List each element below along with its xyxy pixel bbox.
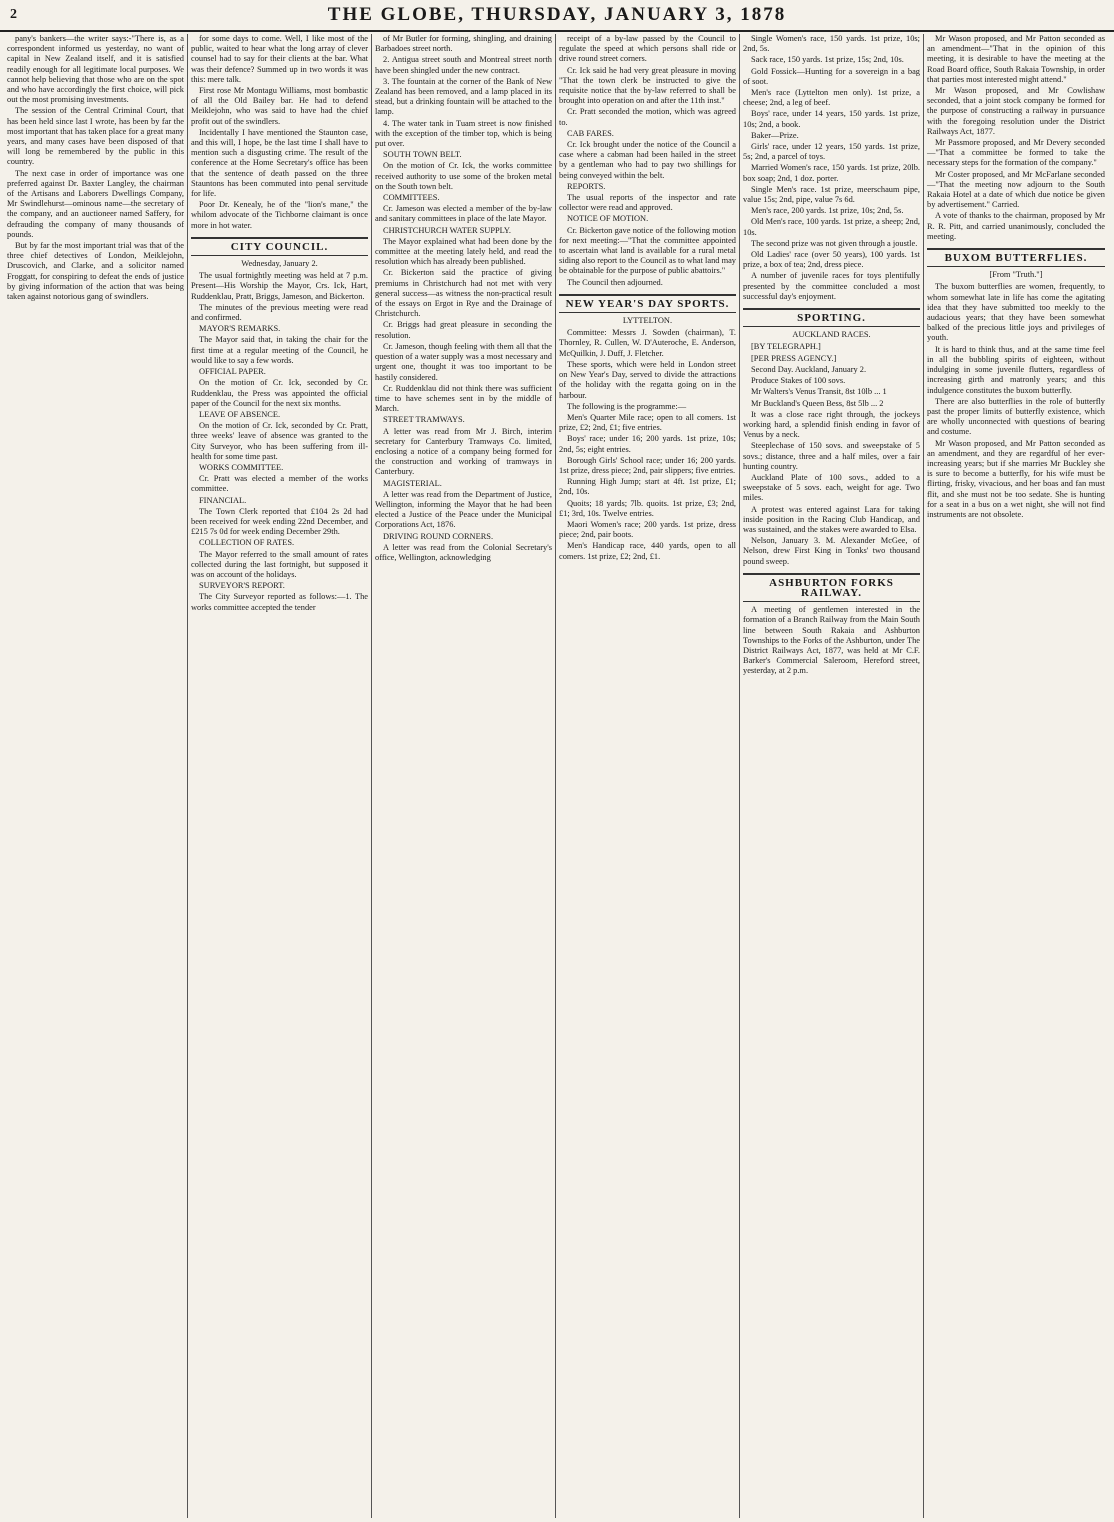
article-paragraph: SURVEYOR'S REPORT. xyxy=(199,581,285,591)
article-paragraph: 3. The fountain at the corner of the Bank of New Zealand has been removed, and a lamp placed in its stead, but a drinking fountain will be attached to the lamp. xyxy=(375,76,552,117)
article-paragraph: But by far the most important trial was that of the three chief detectives of London, Meiklejohn, Druscovich, and Clarke, and a solicitor named Froggatt, for conspiring to defeat the ends of justice by giving information of the action that was being taken against notorious gang of swindlers. xyxy=(7,241,184,302)
article-paragraph: A letter was read from the Colonial Secretary's office, Wellington, acknowledging xyxy=(375,542,552,562)
article-paragraph: COMMITTEES. xyxy=(383,193,440,203)
section-heading: ASHBURTON FORKS RAILWAY. xyxy=(743,573,920,602)
article-paragraph: Married Women's race, 150 yards. 1st prize, 20lb. box soap; 2nd, 1 doz. porter. xyxy=(743,163,920,183)
article-column xyxy=(372,34,556,1518)
article-paragraph: Poor Dr. Kenealy, he of the "lion's mane," the whilom advocate of the Tichborne claimant is once more in hot water. xyxy=(191,200,368,230)
article-paragraph: The usual fortnightly meeting was held at 7 p.m. Present—His Worship the Mayor, Crs. Ick, Hart, Ruddenklau, Pratt, Briggs, Jameson, and Bickerton. xyxy=(191,271,368,301)
article-paragraph: A letter was read from Mr J. Birch, interim secretary for Canterbury Tramways Co. limited, enclosing a notice of a company being formed for the construction and working of tramways in Canterbury. xyxy=(375,426,552,477)
article-paragraph: Cr. Bickerton gave notice of the following motion for next meeting:—"That the committee appointed to ascertain what land is available for a rural metal siding also report to the Council as to what land may be obtainable for the purpose of public abattoirs." xyxy=(559,225,736,276)
article-paragraph: These sports, which were held in London street on New Year's Day, served to divide the attractions of the holiday with the regatta going on in the harbour. xyxy=(559,359,736,400)
article-paragraph: [BY TELEGRAPH.] xyxy=(751,342,821,352)
article-paragraph: The buxom butterflies are women, frequently, to whom somewhat late in life has come the agitating idea that they have submitted too meekly to the audacious years; that they have been somewhat balked of the precious little joys and privileges of youth. xyxy=(927,282,1105,343)
article-paragraph: Cr. Jameson, though feeling with them all that the question of a water supply was a most necessary and urgent one, thought it was too important to be hastily considered. xyxy=(375,341,552,382)
article-paragraph: FINANCIAL. xyxy=(199,495,247,505)
article-paragraph: Men's Handicap race, 440 yards, open to all comers. 1st prize, £2; 2nd, £1. xyxy=(559,541,736,561)
article-paragraph: A number of juvenile races for toys plentifully presented by the committee concluded a most successful day's enjoyment. xyxy=(743,271,920,301)
article-paragraph: SOUTH TOWN BELT. xyxy=(383,150,462,160)
article-paragraph: Mr Wason proposed, and Mr Cowlishaw seconded, that a joint stock company be formed for the purpose of constructing a railway in pursuance with the foregoing resolution under the District Railways Act, 1877. xyxy=(927,86,1105,136)
article-paragraph: MAYOR'S REMARKS. xyxy=(199,324,281,334)
article-paragraph: Running High Jump; start at 4ft. 1st prize, £1; 2nd, 10s. xyxy=(559,477,736,497)
article-paragraph: LEAVE OF ABSENCE. xyxy=(199,409,281,419)
article-paragraph: Gold Fossick—Hunting for a sovereign in a bag of soot. xyxy=(743,66,920,86)
article-paragraph: Cr. Jameson was elected a member of the by-law and sanitary committees in place of the late Mayor. xyxy=(375,204,552,224)
article-paragraph: Second Day. Auckland, January 2. xyxy=(751,364,867,374)
article-paragraph: of Mr Butler for forming, shingling, and draining Barbadoes street north. xyxy=(375,34,552,54)
article-paragraph: There are also butterflies in the role of butterfly past the proper limits of butterfly existence, which are wholly unconnected with questions of bearing and costume. xyxy=(927,396,1105,437)
article-paragraph: Cr. Pratt was elected a member of the works committee. xyxy=(191,474,368,494)
article-column xyxy=(556,34,740,1518)
article-paragraph: Cr. Pratt seconded the motion, which was agreed to. xyxy=(559,107,736,127)
section-subheading: [From "Truth."] xyxy=(989,270,1043,280)
section-heading: NEW YEAR'S DAY SPORTS. xyxy=(559,294,736,313)
article-paragraph: Quoits; 18 yards; 7lb. quoits. 1st prize, £3; 2nd, £1; 3rd, 10s. Twelve entries. xyxy=(559,498,736,518)
article-paragraph: A vote of thanks to the chairman, proposed by Mr R. R. Pitt, and carried unanimously, concluded the meeting. xyxy=(927,211,1105,241)
article-paragraph: Single Women's race, 150 yards. 1st prize, 10s; 2nd, 5s. xyxy=(743,34,920,54)
article-paragraph: The Town Clerk reported that £104 2s 2d had been received for week ending 22nd December, and £215 7s 0d for week ending December 29th. xyxy=(191,506,368,537)
article-paragraph: 2. Antigua street south and Montreal street north have been shingled under the new contract. xyxy=(375,55,552,75)
article-paragraph: The usual reports of the inspector and rate collector were read and approved. xyxy=(559,193,736,213)
article-paragraph: The second prize was not given through a joustle. xyxy=(751,238,918,248)
article-paragraph: Borough Girls' School race; under 16; 200 yards. 1st prize, dress piece; 2nd, pair slippers; five entries. xyxy=(559,455,736,475)
article-paragraph: pany's bankers—the writer says:-"There is, as a correspondent informed us yesterday, no want of capital in New Zealand itself, and it is satisfied readily enough for all legitimate local purposes. We cannot help believing that those who are on the spot and who have accordingly the first choice, will pick out the most promising investments. xyxy=(7,34,184,105)
article-paragraph: [PER PRESS AGENCY.] xyxy=(751,353,837,363)
article-paragraph: CAB FARES. xyxy=(567,128,614,138)
article-paragraph: Cr. Bickerton said the practice of giving premiums in Christchurch had not met with very general success—as witness the non-practical result of the essays on Ergot in Rye and the Drainage of Christchurch. xyxy=(375,268,552,319)
article-paragraph: A meeting of gentlemen interested in the formation of a Branch Railway from the Main South line between South Rakaia and Ashburton Townships to the Forks of the Ashburton, under The District Railways Act, 1877, was held at Mr C.F. Barker's Commercial Saleroom, Hereford street, yesterday, at 2 p.m. xyxy=(743,605,920,676)
article-paragraph: Cr. Ruddenklau did not think there was sufficient time to have schemes sent in by the middle of March. xyxy=(375,383,552,414)
article-paragraph: It was a close race right through, the jockeys working hard, a splendid finish ending in favor of Venus by a neck. xyxy=(743,409,920,440)
section-subheading: Wednesday, January 2. xyxy=(241,259,318,269)
article-paragraph: for some days to come. Well, I like most of the public, waited to hear what the long array of clever counsel had to say for their clients at the bar. What was their defence? Summed up in two words it was this: mere talk. xyxy=(191,34,368,84)
article-column xyxy=(740,34,924,1518)
article-paragraph: A protest was entered against Lara for taking inside position in the Racing Club Handicap, and was sustained, and the stakes were awarded to Elsa. xyxy=(743,504,920,534)
article-paragraph: The City Surveyor reported as follows:—1. The works committee accepted the tender xyxy=(191,592,368,612)
article-paragraph: Cr. Briggs had great pleasure in seconding the resolution. xyxy=(375,320,552,340)
article-paragraph: Nelson, January 3. M. Alexander McGee, of Nelson, drew First King in Tonks' two thousand pound sweep. xyxy=(743,536,920,566)
article-paragraph: The next case in order of importance was one preferred against Dr. Baxter Langley, the chairman of the Artisans and Laborers Dwellings Company, Mr Swindlehurst—ominous name—the secretary of the company, and an auctioneer named Saffery, for defrauding the company of many thousands of pounds. xyxy=(7,168,184,239)
article-paragraph: Men's race, 200 yards. 1st prize, 10s; 2nd, 5s. xyxy=(751,206,904,216)
article-column xyxy=(188,34,372,1518)
article-paragraph: Girls' race, under 12 years, 150 yards. 1st prize, 5s; 2nd, a parcel of toys. xyxy=(743,142,920,162)
masthead xyxy=(0,0,1114,32)
article-paragraph: Boys' race, under 14 years, 150 yards. 1st prize, 10s; 2nd, a book. xyxy=(743,109,920,129)
article-paragraph: On the motion of Cr. Ick, seconded by Cr. Pratt, three weeks' leave of absence was granted to the City Surveyor, who has been suffering from ill-health for some time past. xyxy=(191,421,368,461)
article-paragraph: Sack race, 150 yards. 1st prize, 15s; 2nd, 10s. xyxy=(751,55,904,65)
section-subheading: AUCKLAND RACES. xyxy=(792,330,871,340)
article-paragraph: Produce Stakes of 100 sovs. xyxy=(751,376,846,386)
article-paragraph: Men's Quarter Mile race; open to all comers. 1st prize, £2; 2nd, £1; five entries. xyxy=(559,412,736,433)
article-paragraph: CHRISTCHURCH WATER SUPPLY. xyxy=(383,225,511,235)
section-heading: CITY COUNCIL. xyxy=(191,237,368,256)
article-paragraph: The Mayor explained what had been done by the committee at the meeting lately held, and read the resolution which has already been published. xyxy=(375,236,552,267)
article-paragraph: On the motion of Cr. Ick, the works committee received authority to use some of the broken metal on the South town belt. xyxy=(375,161,552,191)
article-paragraph: 4. The water tank in Tuam street is now finished with the exception of the timber top, which is being put over. xyxy=(375,118,552,149)
article-column xyxy=(4,34,188,1518)
article-paragraph: The Mayor referred to the small amount of rates collected during the last fortnight, but supposed it was on account of the holidays. xyxy=(191,549,368,579)
article-paragraph: On the motion of Cr. Ick, seconded by Cr. Ruddenklau, the Press was appointed the official paper of the Council for the next six months. xyxy=(191,378,368,408)
article-paragraph: Committee: Messrs J. Sowden (chairman), T. Thornley, R. Cullen, W. D'Auteroche, E. Anderson, McQuilkin, J. Duff, J. Fletcher. xyxy=(559,328,736,358)
page-number: 2 xyxy=(10,7,17,22)
article-paragraph: Steeplechase of 150 sovs. and sweepstake of 5 sovs.; distance, three and a half miles, over a fair hunting country. xyxy=(743,441,920,471)
article-paragraph: MAGISTERIAL. xyxy=(383,478,442,488)
article-paragraph: NOTICE OF MOTION. xyxy=(567,214,649,224)
article-paragraph: Mr Buckland's Queen Bess, 8st 5lb ... 2 xyxy=(751,398,884,408)
article-paragraph: Mr Wason proposed, and Mr Patton seconded as an amendment, and they are regardful of her ever-increasing years; but if she marries Mr Buckley she is sure to become a butterfly, for his wife must be flirting, frisky, vivacious, and her boas and fan must flit, and she must not be too sedate. She is hunting for a seat in a bus on a wet night, she will not find instruments are not obsolete. xyxy=(927,438,1105,519)
article-paragraph: Cr. Ick brought under the notice of the Council a case where a cabman had been hailed in the street by a gentleman who had to pay two shillings for being conveyed within the belt. xyxy=(559,140,736,180)
article-paragraph: OFFICIAL PAPER. xyxy=(199,367,266,377)
article-paragraph: First rose Mr Montagu Williams, most bombastic of all the Old Bailey bar. He had to defend Meiklejohn, who was said to have had the chief profit out of the swindlers. xyxy=(191,86,368,126)
article-column xyxy=(924,34,1108,1518)
article-paragraph: Baker—Prize. xyxy=(751,130,799,140)
article-paragraph: WORKS COMMITTEE. xyxy=(199,462,284,472)
article-paragraph: REPORTS. xyxy=(567,181,606,191)
article-paragraph: COLLECTION OF RATES. xyxy=(199,538,295,548)
article-paragraph: Mr Walters's Venus Transit, 8st 10lb ... 1 xyxy=(751,387,887,397)
section-subheading: LYTTELTON. xyxy=(622,316,673,326)
article-paragraph: STREET TRAMWAYS. xyxy=(383,415,465,425)
article-paragraph: Single Men's race. 1st prize, meerschaum pipe, value 15s; 2nd, pipe, value 7s 6d. xyxy=(743,184,920,205)
article-paragraph: Maori Women's race; 200 yards. 1st prize, dress piece; 2nd, pair boots. xyxy=(559,519,736,540)
article-paragraph: DRIVING ROUND CORNERS. xyxy=(383,531,494,541)
article-paragraph: Incidentally I have mentioned the Staunton case, and this will, I hope, be the last time I shall have to mention such a disgusting crime. The result of the conference at the Home Secretary's office has been that the sentence of death passed on the three Stauntons has been commuted into penal servitude for life. xyxy=(191,127,368,199)
article-paragraph: Men's race (Lyttelton men only). 1st prize, a cheese; 2nd, a leg of beef. xyxy=(743,88,920,108)
article-paragraph: Mr Passmore proposed, and Mr Devery seconded—"That a committee be formed to take the necessary steps for the formation of the company." xyxy=(927,138,1105,168)
article-paragraph: Old Ladies' race (over 50 years), 100 yards. 1st prize, a box of tea; 2nd, dress piece. xyxy=(743,250,920,270)
column-area xyxy=(4,34,1110,1518)
article-paragraph: The minutes of the previous meeting were read and confirmed. xyxy=(191,302,368,323)
article-paragraph: The Council then adjourned. xyxy=(567,277,663,287)
article-paragraph: receipt of a by-law passed by the Council to regulate the speed at which persons shall ride or drive round street corners. xyxy=(559,34,736,64)
article-paragraph: Boys' race; under 16; 200 yards. 1st prize, 10s; 2nd, 5s; eight entries. xyxy=(559,434,736,454)
article-paragraph: The session of the Central Criminal Court, that has been held since last I wrote, has been by far the most important that has taken place for a great many years, and many cases have been disposed of that will long be remembered by the public in this country. xyxy=(7,106,184,167)
section-heading: SPORTING. xyxy=(743,308,920,327)
section-heading: BUXOM BUTTERFLIES. xyxy=(927,248,1105,267)
masthead-title: THE GLOBE, THURSDAY, JANUARY 3, 1878 xyxy=(327,4,787,25)
article-paragraph: Auckland Plate of 100 sovs., added to a sweepstake of 5 sovs. each, weight for age. Two miles. xyxy=(743,472,920,503)
article-paragraph: A letter was read from the Department of Justice, Wellington, informing the Mayor that he had been elected a Justice of the Peace under the Municipal Corporations Act, 1876. xyxy=(375,489,552,530)
article-paragraph: It is hard to think thus, and at the same time feel in all the bubbling spirits of eighteen, without indulging in some juvenile flutters, regardless of increasing girth and matronly years; and this indulgence constitutes the buxom butterfly. xyxy=(927,344,1105,395)
article-paragraph: Mr Wason proposed, and Mr Patton seconded as an amendment—"That in the opinion of this meeting, it is desirable to have the meeting at the Road Board office, South Rakaia Township, in order that parties most interested might attend." xyxy=(927,34,1105,84)
article-paragraph: The Mayor said that, in taking the chair for the first time at a regular meeting of the Council, he would like to say a few words. xyxy=(191,335,368,365)
article-paragraph: The following is the programme:— xyxy=(567,401,687,411)
article-paragraph: Cr. Ick said he had very great pleasure in moving "That the town clerk be instructed to give the requisite notice that the by-law referred to shall be brought into operation on and after the 11th inst." xyxy=(559,65,736,106)
article-paragraph: Old Men's race, 100 yards. 1st prize, a sheep; 2nd, 10s. xyxy=(743,217,920,237)
article-paragraph: Mr Coster proposed, and Mr McFarlane seconded—"That the meeting now adjourn to the South Rakaia Hotel at a date of which due notice be given by advertisement." Carried. xyxy=(927,169,1105,210)
